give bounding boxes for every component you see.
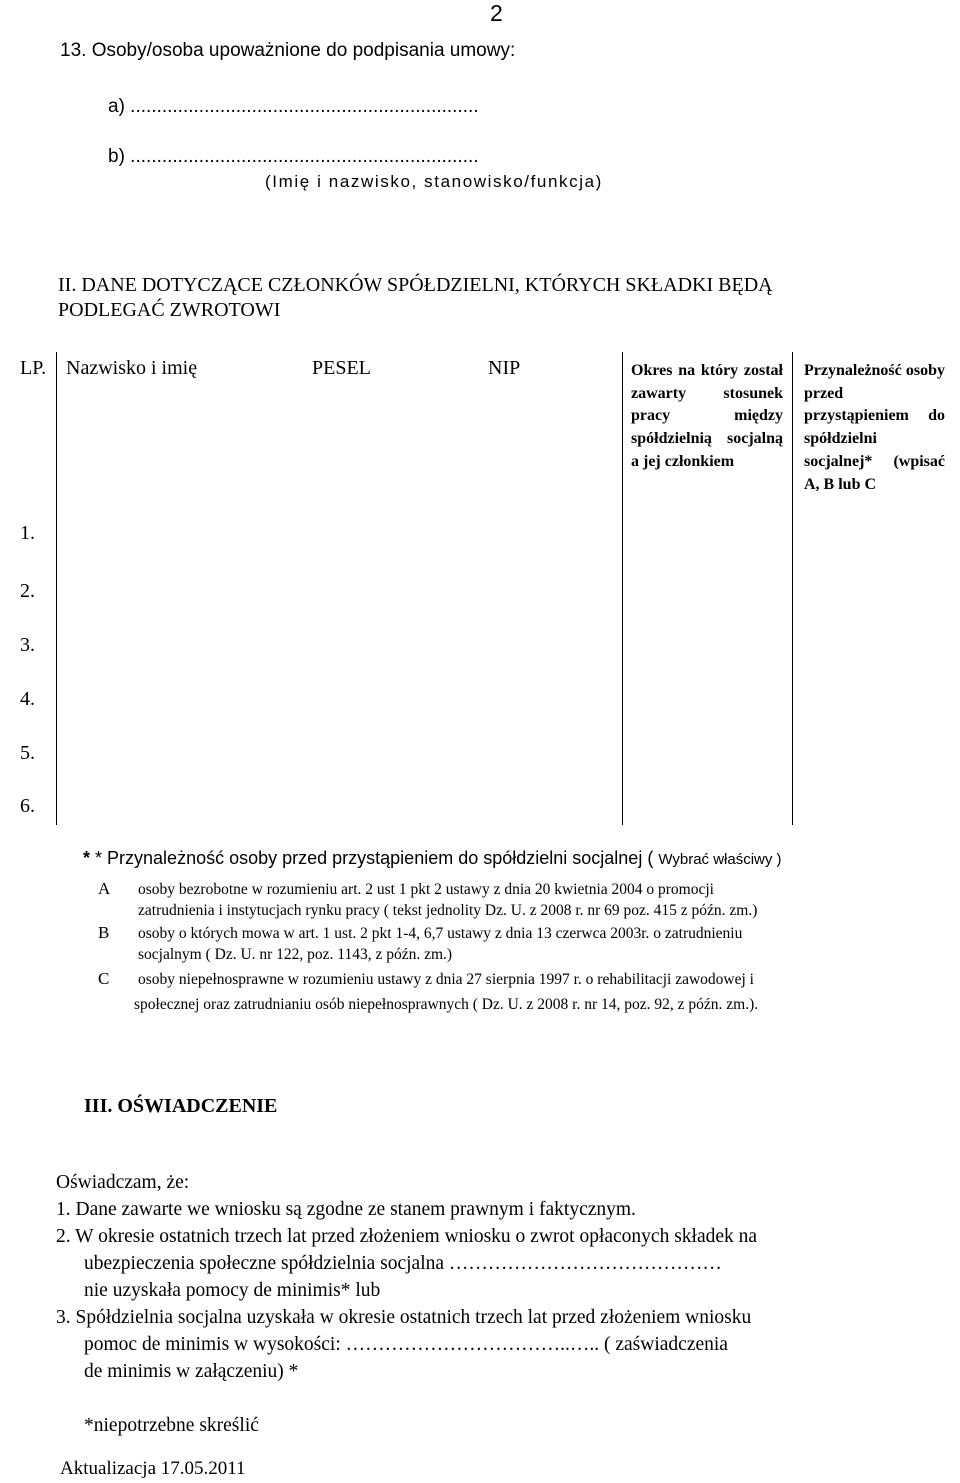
signatory-line-a: a) .................................................................. [108,96,479,117]
table-row-1: 1. [20,522,35,544]
table-row-6: 6. [20,795,35,817]
header-name: Nazwisko i imię [66,357,198,379]
header-membership: Przynależność osoby przed przystąpieniem do spółdzielni socjalnej* (wpisać A, B lub C [804,362,945,493]
table-row-5: 5. [20,742,35,764]
signatory-line-b: b) .................................................................. [108,146,479,167]
footnote-letter-c: C [98,969,110,988]
section-3-heading: III. OŚWIADCZENIE [84,1095,278,1117]
table-row-3: 3. [20,634,35,656]
footer-update-date: Aktualizacja 17.05.2011 [60,1458,246,1479]
table-row-4: 4. [20,688,35,710]
declaration-item-2-line2: ubezpieczenia społeczne spółdzielnia socjalna …………………………………… [84,1253,722,1274]
header-nip: NIP [488,357,521,379]
section-13-title: 13. Osoby/osoba upoważnione do podpisania umowy: [60,40,516,61]
footnote-title-small: Wybrać właściwy ) [658,851,782,868]
declaration-item-1: 1. Dane zawarte we wniosku są zgodne ze stanem prawnym i faktycznym. [56,1199,636,1220]
footnote-b-line2: socjalnym ( Dz. U. nr 122, poz. 1143, z późn. zm.) [138,946,453,963]
footnote-c-line2: społecznej oraz zatrudnianiu osób niepełnosprawnych ( Dz. U. z 2008 r. nr 14, poz. 92, z późn. zm.). [134,996,759,1013]
footnote-title: * * Przynależność osoby przed przystąpieniem do spółdzielni socjalnej ( Wybrać właściwy ) [83,848,782,868]
table-rule-2 [622,352,623,825]
header-lp: LP. [20,357,47,379]
declaration-item-2-line1: 2. W okresie ostatnich trzech lat przed złożeniem wniosku o zwrot opłaconych składek na [56,1226,758,1247]
page-number: 2 [490,0,503,26]
section-2-heading-line2: PODLEGAĆ ZWROTOWI [58,299,281,321]
declaration-item-3-line2: pomoc de minimis w wysokości: ……………………………..….. ( zaświadczenia [84,1334,728,1355]
declaration-intro: Oświadczam, że: [56,1172,190,1193]
footnote-b-line1: osoby o których mowa w art. 1 ust. 2 pkt 1-4, 6,7 ustawy z dnia 13 czerwca 2003r. o zatrudnieniu [138,925,743,942]
signatory-caption: (Imię i nazwisko, stanowisko/funkcja) [265,172,603,191]
declaration-item-3-line1: 3. Spółdzielnia socjalna uzyskała w okresie ostatnich trzech lat przed złożeniem wniosku [56,1307,752,1328]
footnote-a-line1: osoby bezrobotne w rozumieniu art. 2 ust 1 pkt 2 ustawy z dnia 20 kwietnia 2004 o promocji [138,881,714,898]
table-row-2: 2. [20,580,35,602]
footnote-c-line1: osoby niepełnosprawne w rozumieniu ustawy z dnia 27 sierpnia 1997 r. o rehabilitacji zawodowej i [138,971,754,988]
header-pesel: PESEL [312,357,371,379]
section-2-heading-line1: II. DANE DOTYCZĄCE CZŁONKÓW SPÓŁDZIELNI, KTÓRYCH SKŁADKI BĘDĄ [58,274,773,296]
declaration-item-3-line3: de minimis w załączeniu) * [84,1361,299,1382]
table-rule-1 [56,352,57,825]
declaration-item-2-line3: nie uzyskała pomocy de minimis* lub [84,1280,381,1301]
footnote-title-main: * Przynależność osoby przed przystąpieniem do spółdzielni socjalnej ( [95,848,654,868]
header-period: Okres na który został zawarty stosunek pracy między spółdzielnią socjalną a jej członkiem [631,362,783,470]
strike-note: *niepotrzebne skreślić [84,1415,259,1436]
footnote-a-line2: zatrudnienia i instytucjach rynku pracy ( tekst jednolity Dz. U. z 2008 r. nr 69 poz. 415 z późn. zm.) [138,902,758,919]
table-rule-3 [792,352,793,825]
footnote-letter-b: B [98,923,110,942]
footnote-letter-a: A [98,879,111,898]
